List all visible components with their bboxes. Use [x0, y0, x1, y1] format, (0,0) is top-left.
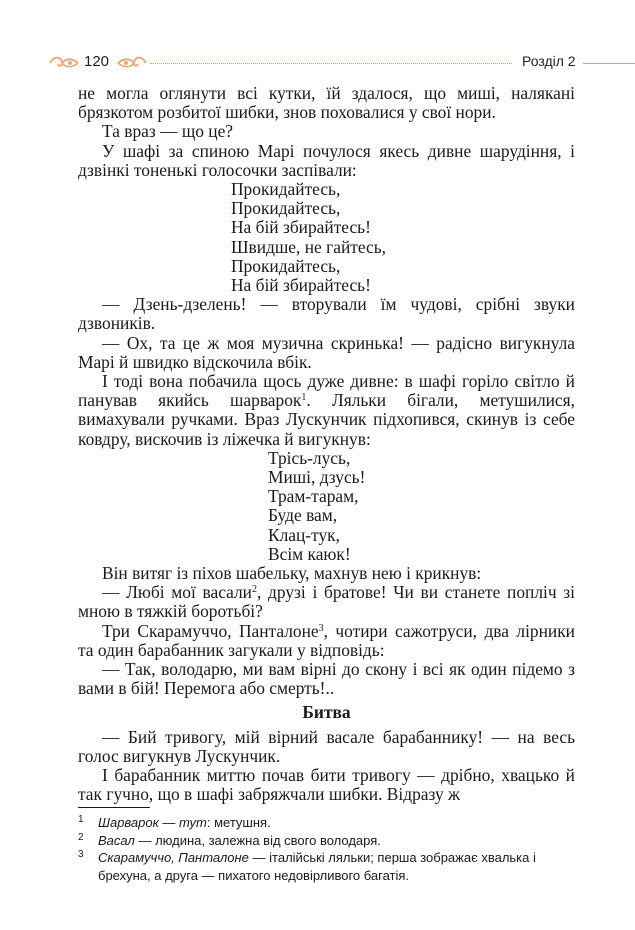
footnote-number: 3 [78, 849, 84, 860]
footnote: 3 Скарамуччо, Панталоне — італійські ляльки; перша зображає хвалька і брехуна, а друга — пихатого недовірливого багатія. [78, 849, 578, 884]
footnotes [78, 814, 578, 884]
main-text [78, 84, 575, 805]
poem-line: Прокидайтесь, [231, 255, 341, 276]
paragraph: У шафі за спиною Марі почулося якесь дивне шарудіння, і дзвінкі тоненькі голосочки заспівали: [78, 140, 575, 180]
section-heading: Битва [302, 701, 351, 722]
footnote-number: 1 [78, 814, 84, 825]
header-rule-left [150, 63, 512, 64]
footnote-ref: 1 [301, 392, 307, 404]
footnote: 1 Шарварок — тут: метушня. [78, 814, 578, 832]
footnote-ref: 2 [252, 584, 257, 596]
poem-line: На бій збирайтесь! [231, 275, 371, 296]
paragraph: не могла оглянути всі кутки, їй здалося, що миші, налякані брязкотом розбитої шибки, знов поховалися у свої нори. [78, 83, 575, 123]
footnote-number: 2 [78, 831, 84, 843]
paragraph: Він витяг із піхов шабельку, махнув нею і крикнув: [102, 563, 482, 584]
poem-line: На бій збирайтесь! [231, 217, 371, 238]
ornament-right-icon [116, 54, 148, 72]
poem-line: Миші, дзусь! [268, 467, 366, 488]
poem-line: Буде вам, [268, 505, 338, 526]
paragraph: — Любі мої васали$^2$, друзі і братове! Чи ви станете попліч зі мною в тяжкій боротьбі? [78, 582, 576, 622]
paragraph: — Дзень-дзелень! — вторували їм чудові, срібні звуки дзвоників. [78, 294, 575, 334]
paragraph: І тоді вона побачила щось дуже дивне: в шафі горіло світло й панував якийсь шарварок$^1$. Ляльки бігали, метушилися, вимахували ручками. Враз Лускунчик підхопився, скинув із себе ковдру, вискочив із ліжечка й вигукнув: [78, 371, 575, 449]
header-rule-right [583, 63, 635, 64]
poem-line: Швидше, не гайтесь, [231, 236, 386, 257]
footnote-ref: 3 [318, 622, 324, 634]
poem-line: Прокидайтесь, [231, 198, 341, 219]
poem-stanza [78, 449, 575, 564]
ornament-left-icon [48, 54, 80, 72]
section-label: Розділ 2 [522, 53, 576, 69]
paragraph: — Так, володарю, ми вам вірні до скону і всі як один підемо з вами в бій! Перемога або смерть!.. [78, 659, 575, 699]
poem-stanza [78, 180, 575, 295]
page-header [0, 50, 635, 78]
paragraph: Та враз — що це? [102, 121, 234, 142]
poem-line: Трам-тарам, [268, 486, 359, 507]
poem-line: Всім каюк! [268, 543, 351, 564]
paragraph: Три Скарамуччо, Панталоне$^3$, чотири сажотруси, два лірники та один барабанник загукали у відповідь: [78, 620, 575, 660]
poem-line: Клац-тук, [268, 524, 340, 545]
paragraph: — Ох, та це ж моя музична скринька! — радісно вигукнула Марі й швидко відскочила вбік. [78, 332, 575, 372]
footnote: 2 Васал — людина, залежна від свого володаря. [78, 832, 578, 850]
page-number: 120 [84, 53, 110, 70]
paragraph: — Бий тривогу, мій вірний васале барабаннику! — на весь голос вигукнув Лускунчик. [78, 726, 575, 766]
poem-line: Трісь-лусь, [268, 447, 351, 468]
paragraph: І барабанник миттю почав бити тривогу — дрібно, хвацько й так гучно, що в шафі забряжчали шибки. Відразу ж [78, 765, 575, 805]
poem-line: Прокидайтесь, [231, 179, 341, 200]
footnote-divider [78, 807, 150, 808]
